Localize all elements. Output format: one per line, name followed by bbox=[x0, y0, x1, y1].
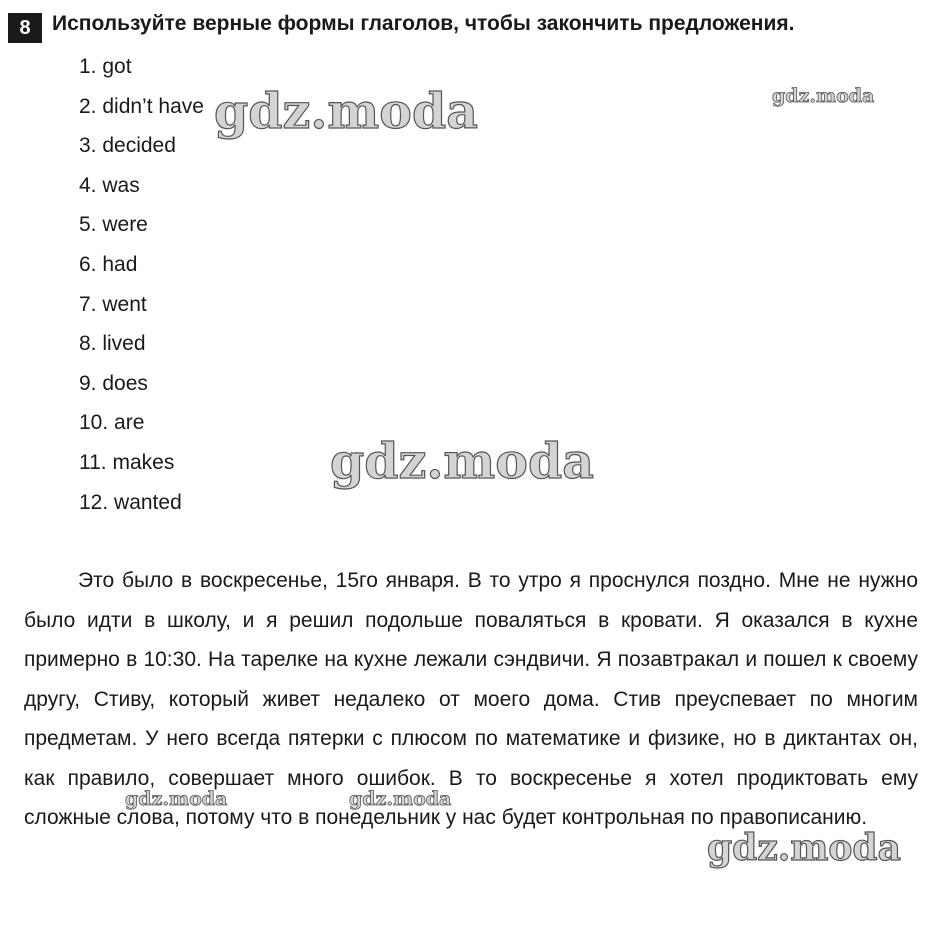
answer-item: 1. got bbox=[79, 55, 132, 78]
answer-item: 5. were bbox=[79, 213, 148, 237]
answer-item: 4. was bbox=[79, 173, 140, 197]
task-number-badge: 8 bbox=[8, 13, 42, 43]
watermark: gdz.moda bbox=[125, 788, 228, 810]
answer-item: 6. had bbox=[79, 252, 138, 276]
answer-item: 12. wanted bbox=[79, 490, 182, 514]
answer-item: 2. didn’t have bbox=[79, 94, 204, 118]
answer-item: 7. went bbox=[79, 292, 147, 316]
translation-paragraph: Это было в воскресенье, 15го января. В то утро я проснулся поздно. Мне не нужно было идти в школу, и я решил подольше поваляться в кровати. Я оказался в кухне примерно в 10:30. На тарелке на кухне лежали сэндвичи. Я позавтракал и пошел к своему другу, Стиву, который живет недалеко от моего дома. Стив преуспевает по многим предметам. У него всегда пятерки с плюсом по математике и физике, но в диктантах он, как правило, совершает много ошибок. В то воскресенье я хотел продиктовать ему сложные слова, потому что в понедельник у нас будет контрольная по правописанию. bbox=[24, 569, 918, 829]
watermark: gdz.moda bbox=[330, 432, 594, 490]
answer-item: 10. are bbox=[79, 411, 145, 435]
watermark: gdz.moda bbox=[772, 85, 875, 107]
answer-item: 8. lived bbox=[79, 332, 146, 356]
task-title: Используйте верные формы глаголов, чтобы закончить предложения. bbox=[52, 12, 795, 35]
watermark: gdz.moda bbox=[707, 827, 901, 869]
watermark: gdz.moda bbox=[349, 788, 452, 810]
answer-list bbox=[79, 50, 204, 525]
answer-item: 3. decided bbox=[79, 134, 176, 158]
answer-item: 11. makes bbox=[79, 450, 175, 474]
watermark: gdz.moda bbox=[214, 82, 478, 140]
answer-item: 9. does bbox=[79, 371, 148, 395]
